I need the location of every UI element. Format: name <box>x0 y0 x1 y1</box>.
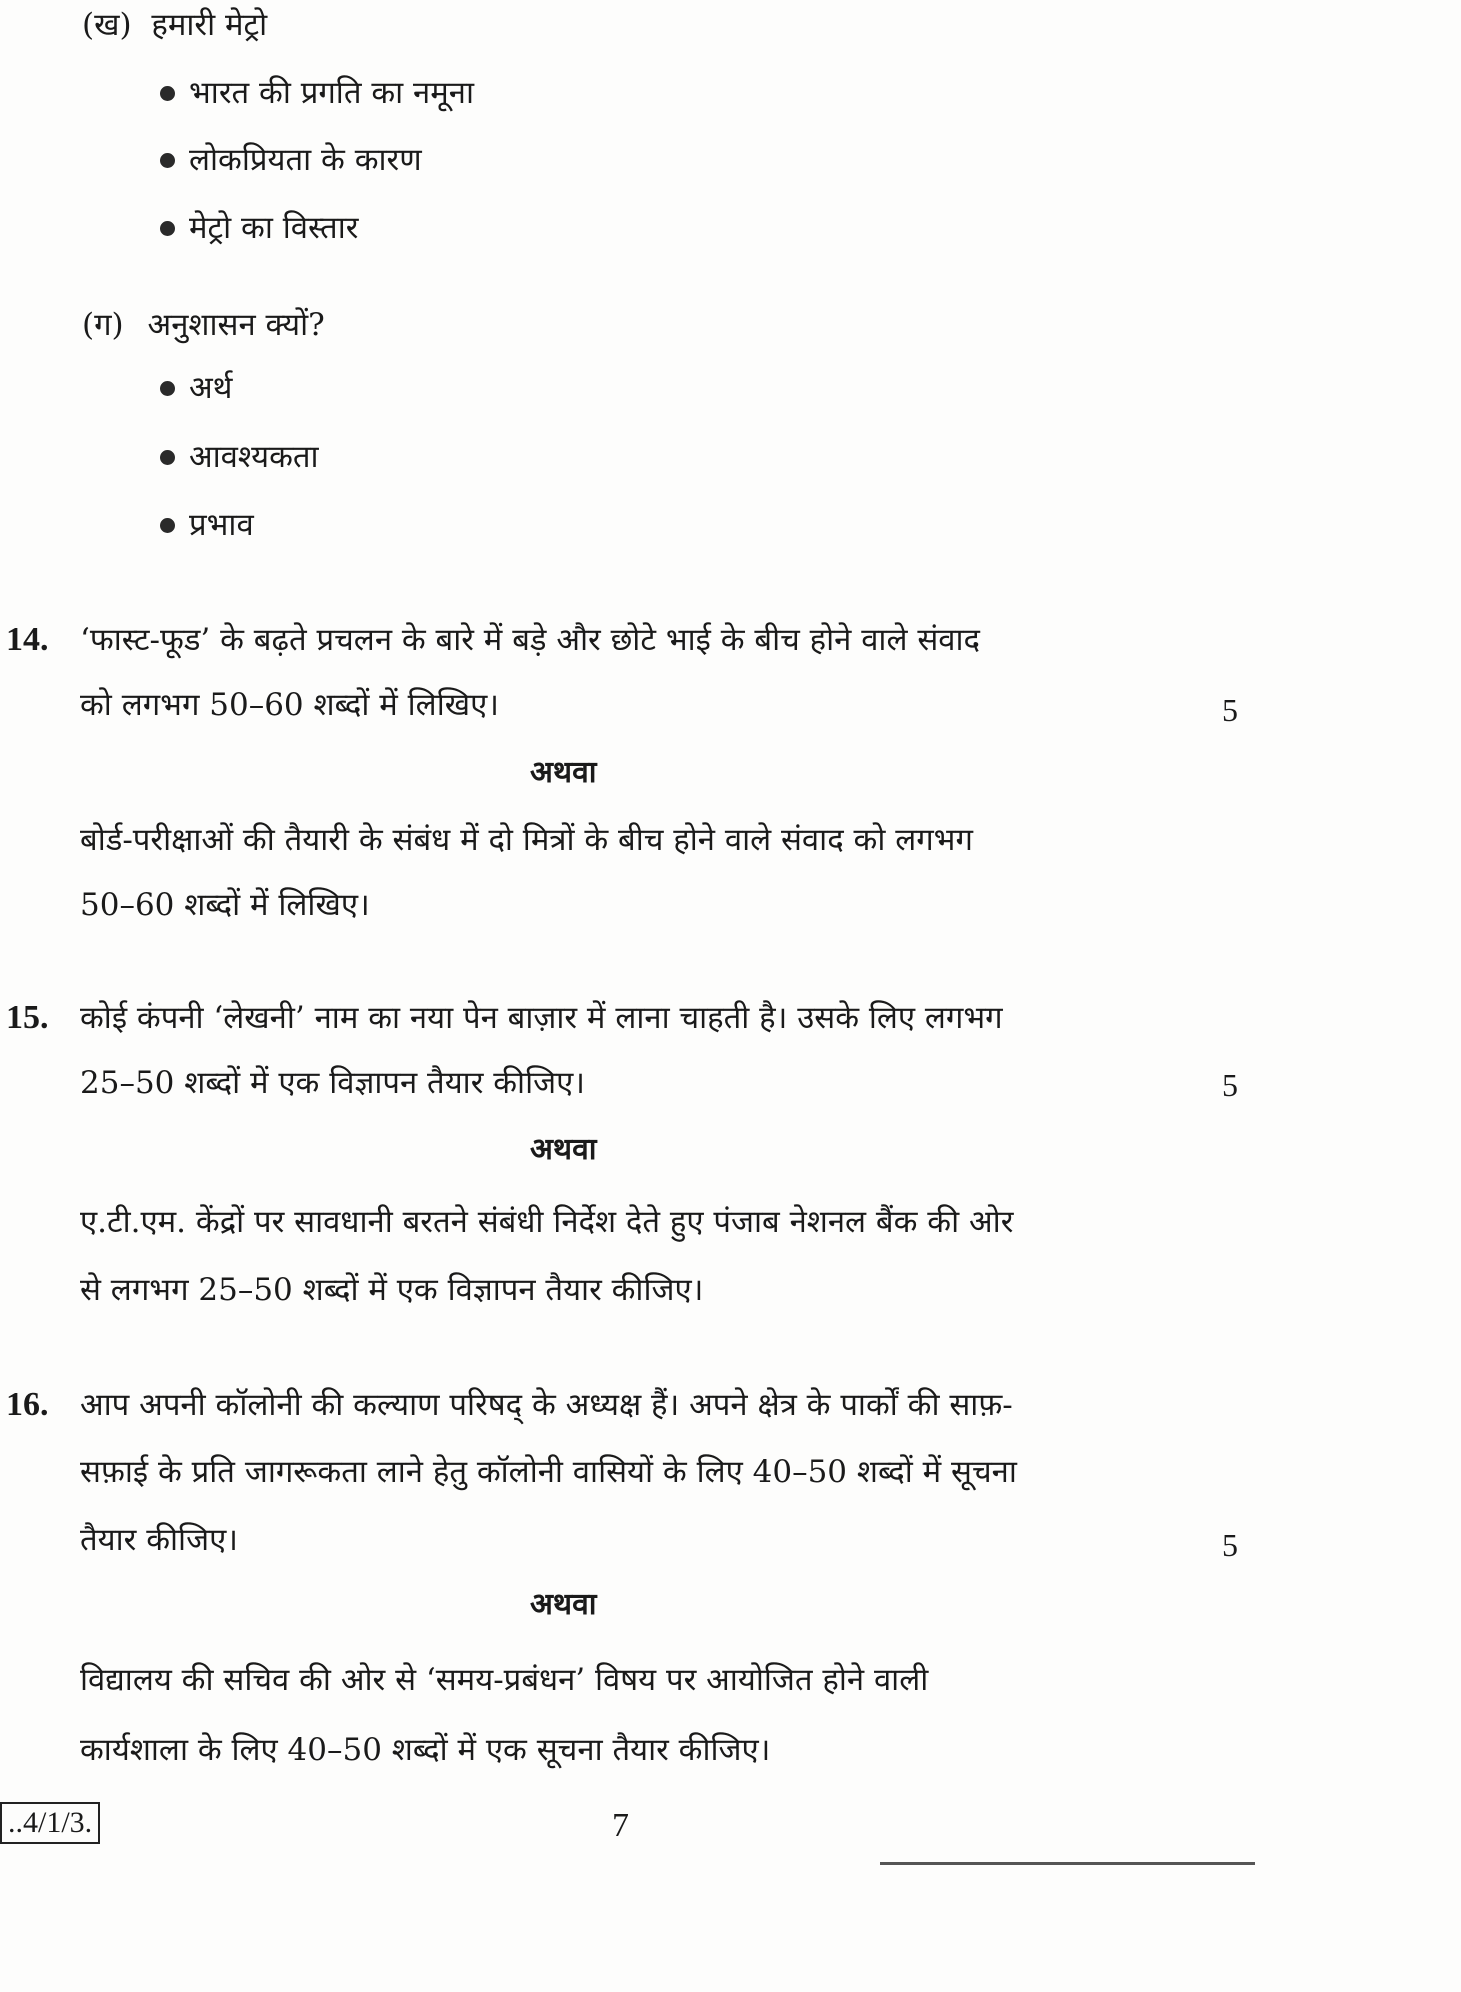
list-item <box>160 437 319 477</box>
page-number: 7 <box>612 1807 629 1844</box>
section-label: (ख) <box>82 7 132 43</box>
marks: 5 <box>1222 1067 1238 1103</box>
marks: 5 <box>1222 692 1238 728</box>
question-text: कोई कंपनी ‘लेखनी’ नाम का नया पेन बाज़ार में लाना चाहती है। उसके लिए लगभग <box>80 1000 1003 1036</box>
section-label: (ग) <box>82 307 124 343</box>
bullet-icon <box>160 381 175 396</box>
footer-rule <box>880 1862 1255 1865</box>
question-text: ‘फास्ट-फूड’ के बढ़ते प्रचलन के बारे में बड़े और छोटे भाई के बीच होने वाले संवाद <box>80 622 981 658</box>
section-title: अनुशासन क्यों? <box>147 307 325 343</box>
or-separator: अथवा <box>530 1132 597 1167</box>
bullet-icon <box>160 221 175 236</box>
list-item <box>160 73 474 113</box>
paper-code-box: ..4/1/3. <box>0 1802 100 1844</box>
bullet-icon <box>160 86 175 101</box>
alt-question-text: 50–60 शब्दों में लिखिए। <box>80 887 370 923</box>
bullet-text: लोकप्रियता के कारण <box>189 142 422 178</box>
section-ga-heading <box>82 305 325 345</box>
list-item <box>160 140 422 180</box>
question-text: 25–50 शब्दों में एक विज्ञापन तैयार कीजिए। <box>80 1065 585 1101</box>
question-number: 16. <box>6 1386 49 1423</box>
bullet-icon <box>160 153 175 168</box>
question-number: 14. <box>6 621 49 658</box>
question-text: को लगभग 50–60 शब्दों में लिखिए। <box>80 687 499 723</box>
question-number: 15. <box>6 999 49 1036</box>
section-title: हमारी मेट्रो <box>151 7 268 43</box>
alt-question-text: ए.टी.एम. केंद्रों पर सावधानी बरतने संबंधी निर्देश देते हुए पंजाब नेशनल बैंक की ओर <box>80 1204 1014 1240</box>
or-separator: अथवा <box>530 755 597 790</box>
bullet-text: मेट्रो का विस्तार <box>189 210 359 246</box>
bullet-text: भारत की प्रगति का नमूना <box>189 75 475 111</box>
marks: 5 <box>1222 1527 1238 1563</box>
bullet-text: आवश्यकता <box>189 439 319 475</box>
bullet-text: अर्थ <box>189 370 233 406</box>
alt-question-text: से लगभग 25–50 शब्दों में एक विज्ञापन तैयार कीजिए। <box>80 1272 704 1308</box>
section-kha-heading <box>82 5 267 45</box>
bullet-text: प्रभाव <box>189 507 254 543</box>
list-item <box>160 505 254 545</box>
list-item <box>160 208 358 248</box>
alt-question-text: विद्यालय की सचिव की ओर से ‘समय-प्रबंधन’ विषय पर आयोजित होने वाली <box>80 1662 929 1698</box>
alt-question-text: बोर्ड-परीक्षाओं की तैयारी के संबंध में दो मित्रों के बीच होने वाले संवाद को लगभग <box>80 822 973 858</box>
list-item <box>160 368 233 408</box>
or-separator: अथवा <box>530 1587 597 1622</box>
alt-question-text: कार्यशाला के लिए 40–50 शब्दों में एक सूचना तैयार कीजिए। <box>80 1732 771 1768</box>
question-text: आप अपनी कॉलोनी की कल्याण परिषद् के अध्यक्ष हैं। अपने क्षेत्र के पार्कों की साफ़- <box>80 1387 1013 1423</box>
bullet-icon <box>160 518 175 533</box>
bullet-icon <box>160 450 175 465</box>
question-text: सफ़ाई के प्रति जागरूकता लाने हेतु कॉलोनी वासियों के लिए 40–50 शब्दों में सूचना <box>80 1454 1017 1490</box>
question-text: तैयार कीजिए। <box>80 1522 238 1558</box>
